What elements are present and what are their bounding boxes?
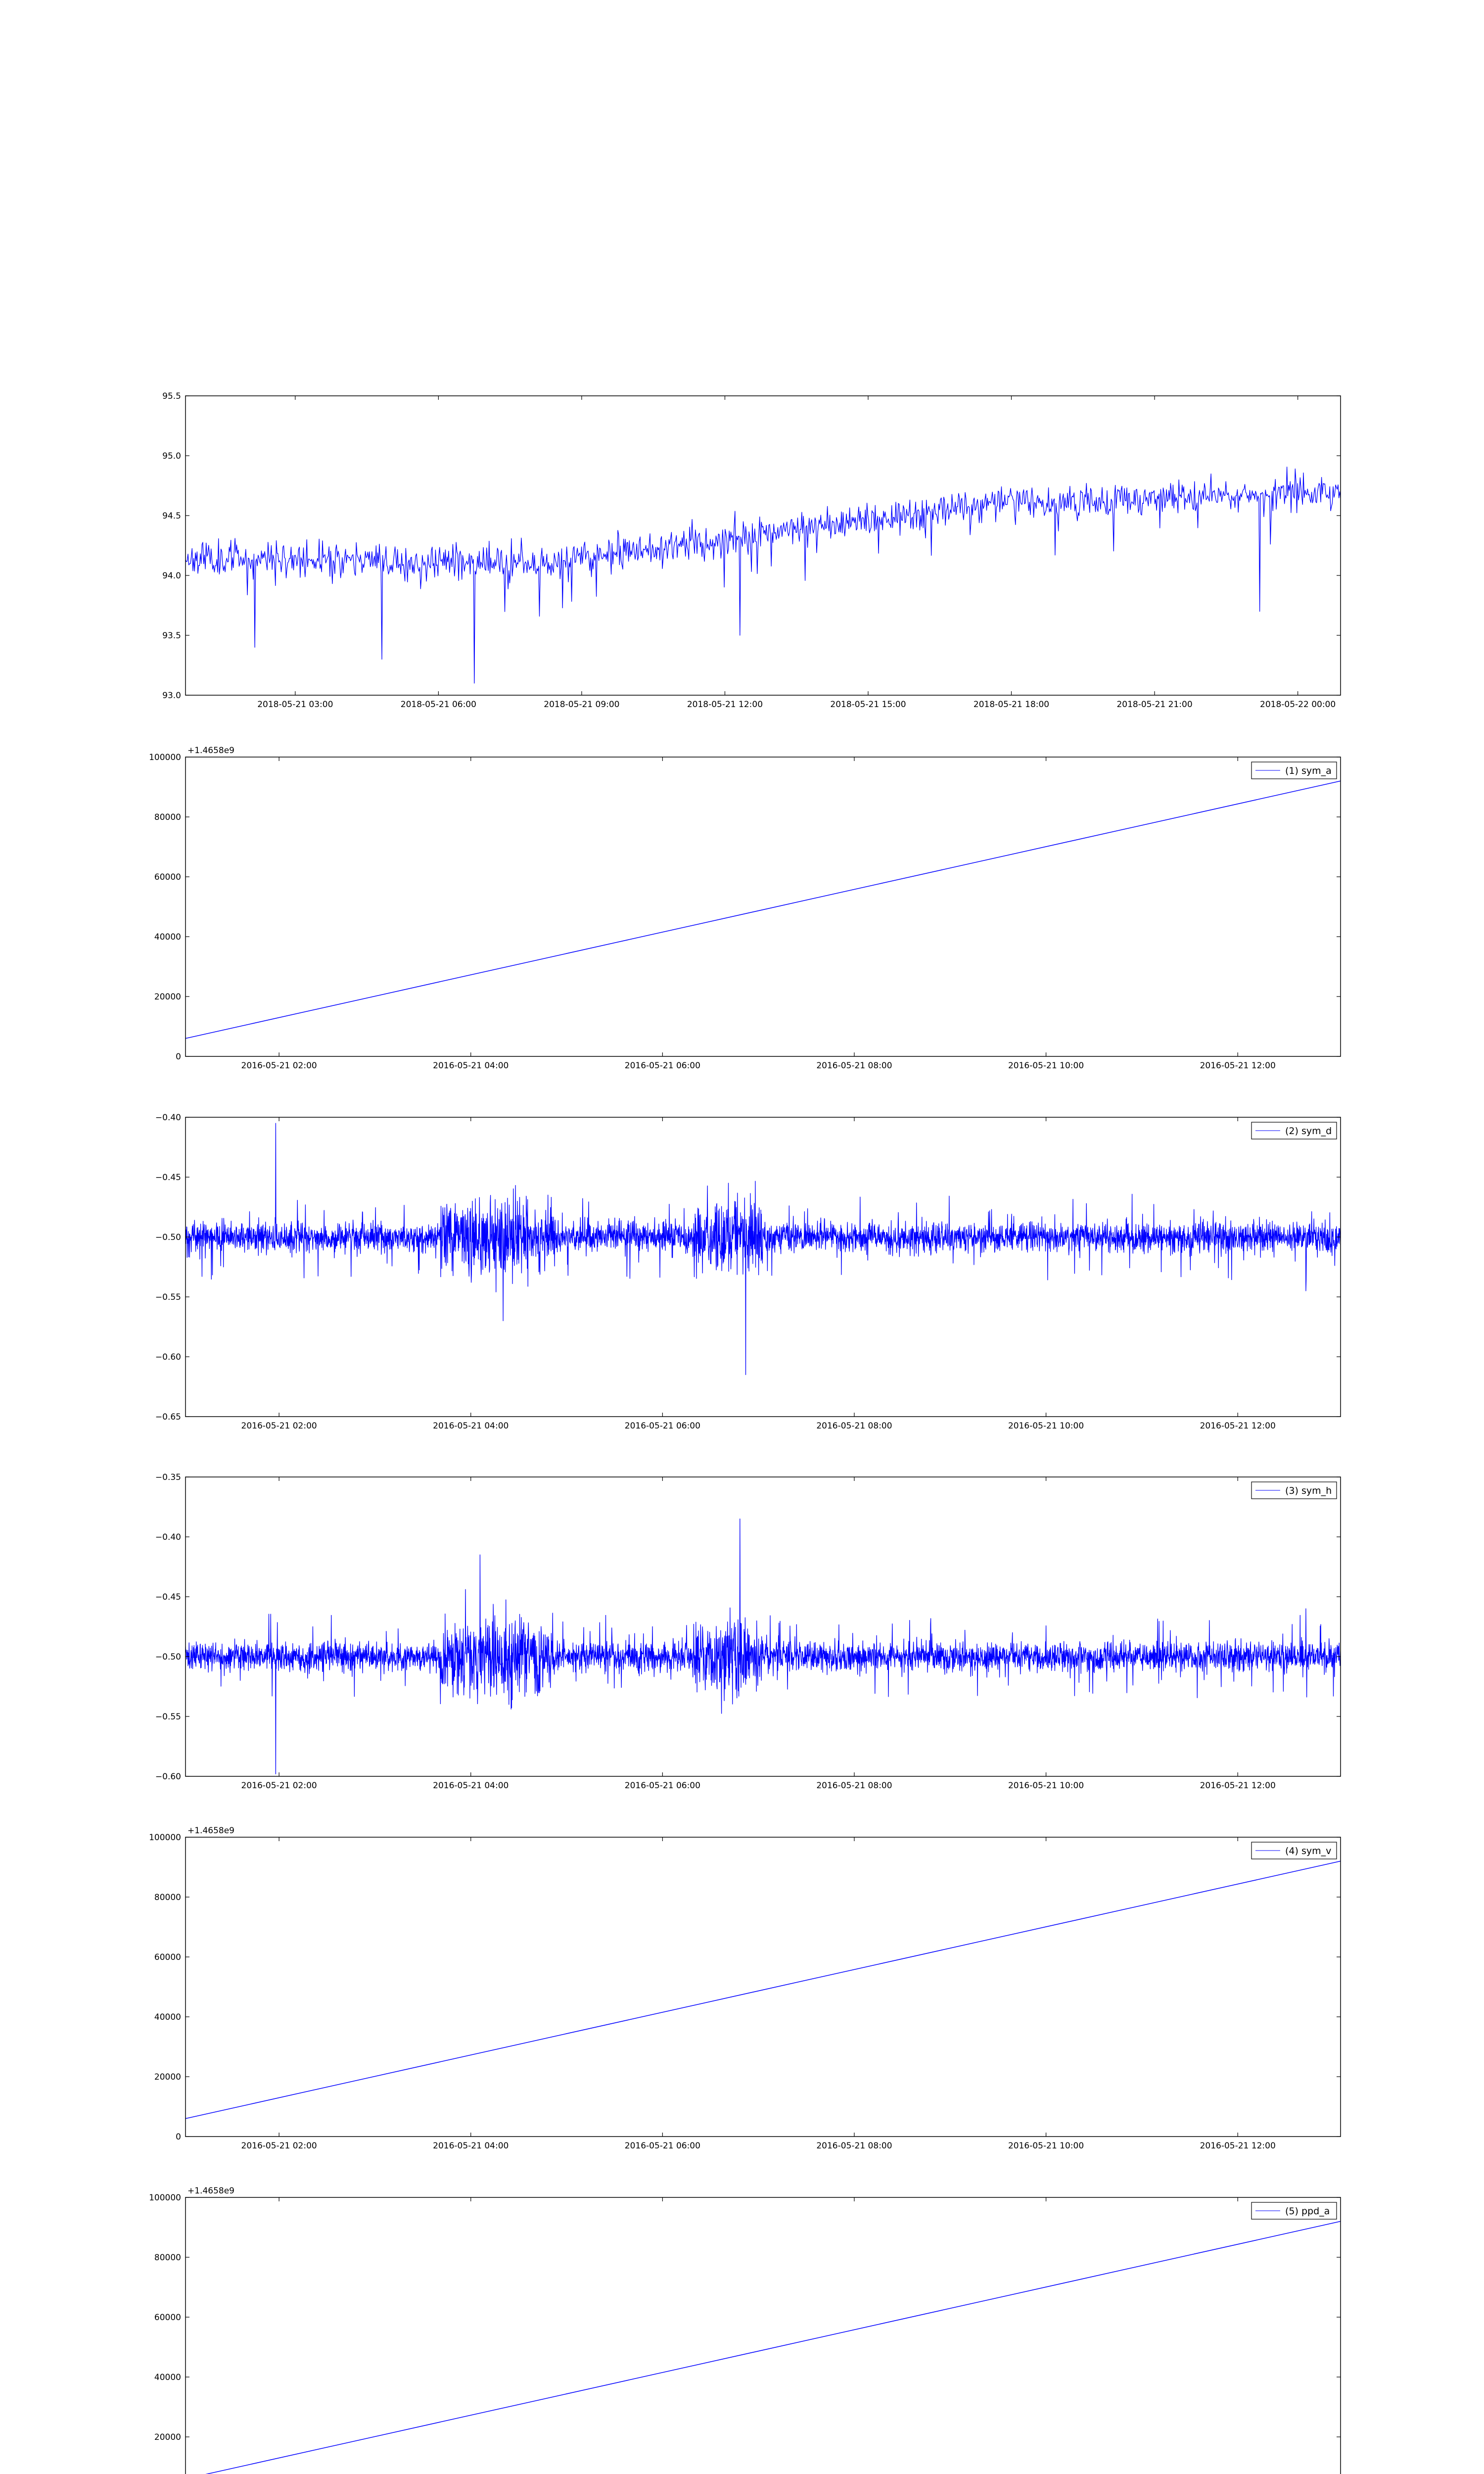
y-tick-label: −0.60 [155,1352,181,1362]
y-tick-label: −0.50 [155,1233,181,1242]
legend-label: (1) sym_a [1285,765,1332,776]
legend-label: (2) sym_d [1285,1126,1332,1137]
x-tick-label: 2016-05-21 04:00 [433,1421,509,1431]
legend-ppd_a [1252,2202,1337,2219]
x-tick-label: 2016-05-21 08:00 [816,1781,892,1791]
legend-label: (5) ppd_a [1285,2206,1330,2217]
y-tick-label: 40000 [154,932,181,942]
legend-label: (4) sym_v [1285,1846,1332,1856]
y-tick-label: 95.0 [162,451,181,461]
y-tick-label: 80000 [154,1893,181,1903]
x-tick-label: 2016-05-21 06:00 [624,1061,700,1071]
y-tick-label: 20000 [154,2432,181,2442]
y-tick-label: 93.0 [162,691,181,701]
y-tick-label: 40000 [154,2012,181,2022]
x-tick-label: 2016-05-21 02:00 [241,1061,317,1071]
y-tick-label: −0.40 [155,1532,181,1542]
y-tick-label: 100000 [149,2193,181,2203]
x-tick-label: 2016-05-21 04:00 [433,1781,509,1791]
x-tick-label: 2016-05-21 10:00 [1008,2141,1084,2151]
x-tick-label: 2018-05-21 09:00 [544,700,620,710]
y-tick-label: 60000 [154,2313,181,2323]
x-tick-label: 2018-05-21 12:00 [687,700,763,710]
x-tick-label: 2016-05-21 06:00 [624,1421,700,1431]
x-tick-label: 2018-05-21 21:00 [1116,700,1193,710]
y-tick-label: −0.50 [155,1652,181,1662]
x-tick-label: 2016-05-21 12:00 [1200,1781,1276,1791]
x-tick-label: 2016-05-21 08:00 [816,2141,892,2151]
y-tick-label: −0.55 [155,1292,181,1302]
y-tick-label: 93.5 [162,631,181,641]
y-tick-label: 94.0 [162,571,181,581]
y-tick-label: −0.55 [155,1712,181,1722]
legend-sym_h [1252,1482,1337,1499]
y-tick-label: 100000 [149,1833,181,1843]
y-tick-label: −0.35 [155,1473,181,1482]
y-tick-label: 94.5 [162,511,181,521]
y-tick-label: −0.60 [155,1772,181,1782]
x-tick-label: 2016-05-21 10:00 [1008,1781,1084,1791]
x-tick-label: 2016-05-21 10:00 [1008,1061,1084,1071]
y-tick-label: 100000 [149,753,181,762]
legend-sym_d [1252,1122,1337,1139]
legend-label: (3) sym_h [1285,1485,1332,1496]
x-tick-label: 2018-05-22 00:00 [1260,700,1336,710]
y-tick-label: −0.65 [155,1412,181,1422]
y-offset-label: +1.4658e9 [187,2186,235,2196]
x-tick-label: 2016-05-21 08:00 [816,1061,892,1071]
x-tick-label: 2018-05-21 06:00 [400,700,476,710]
y-tick-label: 60000 [154,1952,181,1962]
legend-sym_v [1252,1842,1337,1859]
y-tick-label: 95.5 [162,391,181,401]
x-tick-label: 2016-05-21 06:00 [624,2141,700,2151]
y-tick-label: 60000 [154,872,181,882]
x-tick-label: 2018-05-21 18:00 [973,700,1050,710]
y-tick-label: −0.45 [155,1592,181,1602]
x-tick-label: 2016-05-21 12:00 [1200,2141,1276,2151]
x-tick-label: 2016-05-21 04:00 [433,2141,509,2151]
y-tick-label: 0 [176,1052,181,1062]
y-offset-label: +1.4658e9 [187,746,235,756]
x-tick-label: 2018-05-21 03:00 [257,700,333,710]
x-tick-label: 2016-05-21 12:00 [1200,1061,1276,1071]
x-tick-label: 2018-05-21 15:00 [830,700,906,710]
y-tick-label: 80000 [154,2253,181,2263]
y-tick-label: 20000 [154,2072,181,2082]
x-tick-label: 2016-05-21 02:00 [241,2141,317,2151]
x-tick-label: 2016-05-21 10:00 [1008,1421,1084,1431]
x-tick-label: 2016-05-21 12:00 [1200,1421,1276,1431]
x-tick-label: 2016-05-21 04:00 [433,1061,509,1071]
x-tick-label: 2016-05-21 08:00 [816,1421,892,1431]
y-tick-label: 0 [176,2132,181,2142]
y-tick-label: 80000 [154,812,181,822]
y-tick-label: −0.45 [155,1173,181,1183]
x-tick-label: 2016-05-21 06:00 [624,1781,700,1791]
legend-sym_a [1252,762,1337,779]
y-tick-label: −0.40 [155,1113,181,1123]
y-offset-label: +1.4658e9 [187,1826,235,1836]
y-tick-label: 20000 [154,992,181,1002]
x-tick-label: 2016-05-21 02:00 [241,1781,317,1791]
y-tick-label: 40000 [154,2373,181,2382]
x-tick-label: 2016-05-21 02:00 [241,1421,317,1431]
